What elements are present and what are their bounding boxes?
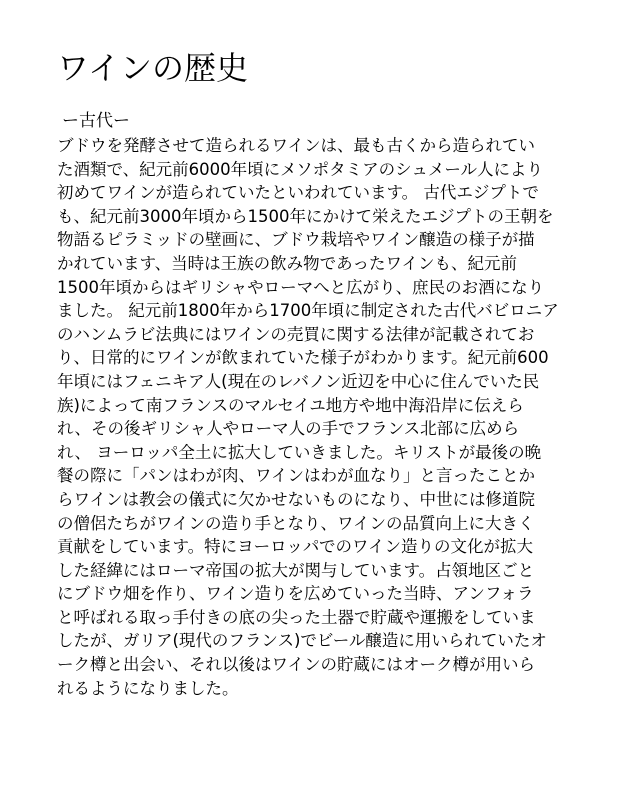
body-line: 餐の際に「パンはわが肉、ワインはわが血なり」と言ったことか (57, 466, 536, 486)
body-line: にブドウ畑を作り、ワイン造りを広めていった当時、アンフォラ (57, 584, 534, 604)
body-line: ました。 紀元前1800年から1700年頃に制定された古代バビロニア (57, 301, 559, 321)
body-line: れ、 ヨーロッパ全土に拡大していきました。キリストが最後の晩 (57, 442, 542, 462)
body-line: れ、その後ギリシャ人やローマ人の手でフランス北部に広めら (57, 419, 520, 439)
body-line: ーク樽と出会い、それ以後はワインの貯蔵にはオーク樽が用いら (57, 655, 536, 675)
body-line: した経緯にはローマ帝国の拡大が関与しています。占領地区ごと (57, 560, 535, 580)
body-line: れるようになりました。 (57, 678, 239, 698)
body-line: た酒類で、紀元前6000年頃にメソポタミアのシュメール人により (57, 159, 544, 179)
body-line: 族)によって南フランスのマルセイユ地方や地中海沿岸に伝えら (57, 395, 524, 415)
body-line: 年頃にはフェニキア人(現在のレバノン近辺を中心に住んでいた民 (57, 371, 540, 391)
body-line: 貢献をしています。特にヨーロッパでのワイン造りの文化が拡大 (57, 537, 534, 557)
body-line: のハンムラビ法典にはワインの売買に関する法律が記載されてお (57, 324, 535, 344)
body-line: ブドウを発酵させて造られるワインは、最も古くから造られてい (57, 136, 536, 155)
body-line: らワインは教会の儀式に欠かせないものになり、中世には修道院 (57, 489, 536, 509)
body-line: り、日常的にワインが飲まれていた様子がわかります。紀元前600 (57, 348, 549, 368)
body-line: の僧侶たちがワインの造り手となり、ワインの品質向上に大きく (57, 513, 535, 533)
page-title: ワインの歴史 (57, 49, 249, 87)
body-line: かれています、当時は王族の飲み物であったワインも、紀元前 (57, 253, 518, 273)
section-heading: ー古代ー (62, 111, 130, 131)
body-paragraph (57, 134, 587, 700)
body-line: 物語るピラミッドの壁画に、ブドウ栽培やワイン醸造の様子が描 (57, 230, 535, 250)
body-line: したが、ガリア(現代のフランス)でビール醸造に用いられていたオ (57, 631, 547, 651)
body-line: も、紀元前3000年頃から1500年にかけて栄えたエジプトの王朝を (57, 206, 554, 226)
body-line: 1500年頃からはギリシャやローマへと広がり、庶民のお酒になり (57, 277, 545, 297)
body-line: と呼ばれる取っ手付きの底の尖った土器で貯蔵や運搬をしていま (57, 607, 536, 627)
body-line: 初めてワインが造られていたといわれています。 古代エジプトで (57, 183, 539, 203)
